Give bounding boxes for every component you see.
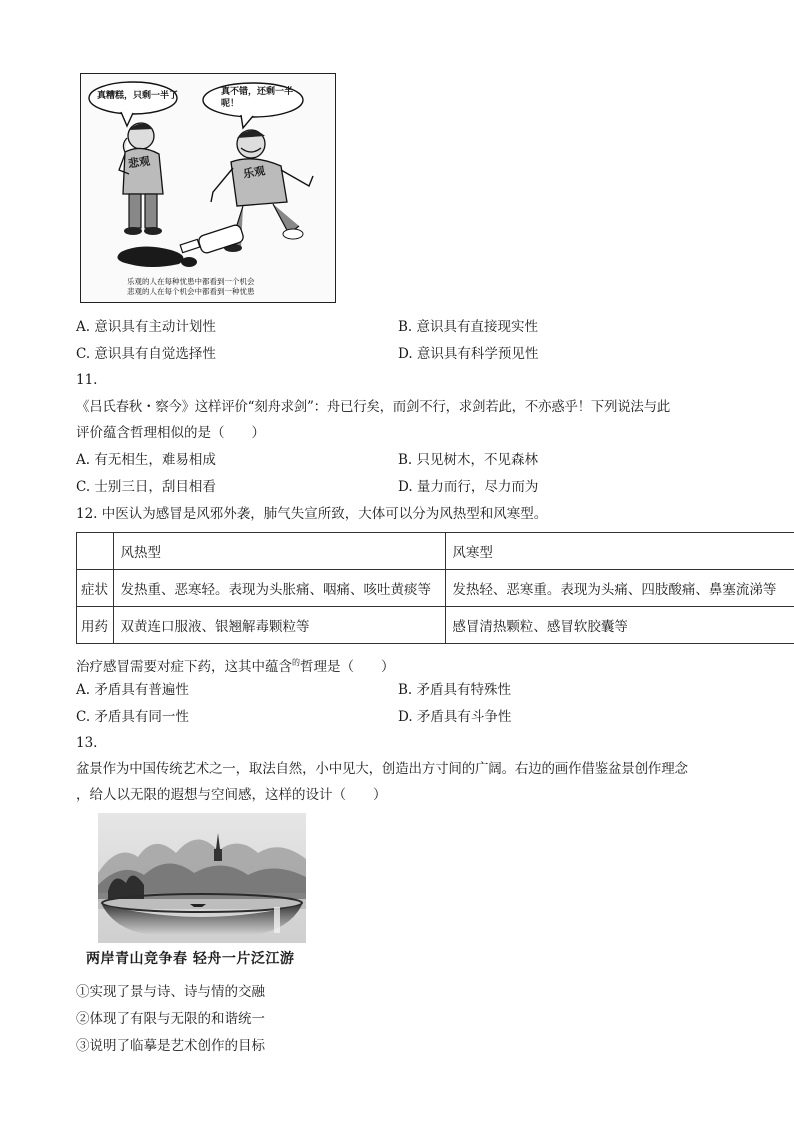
q10-option-a[interactable]: A. 意识具有主动计划性 [76, 319, 216, 335]
table-header-cell: 风热型 [114, 533, 446, 570]
table-cell: 发热重、恶寒轻。表现为头胀痛、咽痛、咳吐黄痰等 [114, 570, 446, 607]
bubble-text-left: 真糟糕，只剩一半了 [97, 91, 179, 101]
q13-number: 13. [76, 735, 98, 751]
cold-types-table [76, 532, 794, 644]
q13-statement-2: ②体现了有限与无限的和谐统一 [76, 1011, 265, 1027]
q11-number: 11. [76, 372, 98, 388]
q10-cartoon-image [80, 73, 336, 303]
q11-option-d[interactable]: D. 量力而行，尽力而为 [398, 479, 539, 495]
q13-statement-1: ①实现了景与诗、诗与情的交融 [76, 984, 265, 1000]
q12-question-part2: 哲理是（ ） [300, 659, 395, 675]
cartoon-caption-2: 悲观的人在每个机会中都看到一种忧患 [127, 287, 255, 296]
penjing-caption: 两岸青山竞争春 轻舟一片泛江游 [86, 951, 295, 967]
q11-stem-line1: 《吕氏春秋・察今》这样评价“刻舟求剑”：舟已行矣，而剑不行，求剑若此，不亦惑乎！下列说法与此 [76, 399, 671, 415]
q12-option-a[interactable]: A. 矛盾具有普遍性 [76, 682, 189, 698]
q13-statement-3: ③说明了临摹是艺术创作的目标 [76, 1038, 265, 1054]
table-row [77, 607, 794, 644]
shirt-label-optimist: 乐观 [242, 164, 267, 181]
q11-option-a[interactable]: A. 有无相生，难易相成 [76, 452, 216, 468]
q12-stem: 12. 中医认为感冒是风邪外袭，肺气失宣所致，大体可以分为风热型和风寒型。 [76, 506, 548, 522]
q13-stem-line1: 盆景作为中国传统艺术之一，取法自然，小中见大，创造出方寸间的广阔。右边的画作借鉴盆景创作理念 [76, 761, 688, 777]
table-cell: 感冒清热颗粒、感冒软胶囊等 [446, 607, 794, 644]
table-cell: 发热轻、恶寒重。表现为头痛、四肢酸痛、鼻塞流涕等 [446, 570, 794, 607]
table-cell: 双黄连口服液、银翘解毒颗粒等 [114, 607, 446, 644]
q11-option-b[interactable]: B. 只见树木，不见森林 [398, 452, 539, 468]
table-header-cell [77, 533, 114, 570]
q11-option-c[interactable]: C. 士别三日，刮目相看 [76, 479, 216, 495]
q10-option-b[interactable]: B. 意识具有直接现实性 [398, 319, 539, 335]
q10-option-d[interactable]: D. 意识具有科学预见性 [398, 346, 539, 362]
table-header-row [77, 533, 794, 570]
q11-stem-line2: 评价蕴含哲理相似的是（ ） [76, 425, 265, 441]
q12-question [76, 654, 395, 676]
q12-question-small: 的 [292, 658, 300, 667]
cartoon-caption-1: 乐观的人在每种忧患中都看到一个机会 [127, 277, 255, 286]
q13-stem-line2: ，给人以无限的遐想与空间感，这样的设计（ ） [76, 787, 387, 803]
table-cell: 症状 [77, 570, 114, 607]
bubble-text-right: 真不错，还剩一半呢！ [221, 87, 294, 109]
q10-option-c[interactable]: C. 意识具有自觉选择性 [76, 346, 216, 362]
table-cell: 用药 [77, 607, 114, 644]
shirt-label-pessimist: 悲观 [127, 154, 151, 171]
table-header-cell: 风寒型 [446, 533, 794, 570]
q12-question-part1: 治疗感冒需要对症下药，这其中蕴含 [76, 659, 292, 675]
table-row [77, 570, 794, 607]
q12-option-d[interactable]: D. 矛盾具有斗争性 [398, 709, 512, 725]
q12-option-c[interactable]: C. 矛盾具有同一性 [76, 709, 189, 725]
penjing-painting-image [98, 813, 306, 943]
q12-option-b[interactable]: B. 矛盾具有特殊性 [398, 682, 512, 698]
